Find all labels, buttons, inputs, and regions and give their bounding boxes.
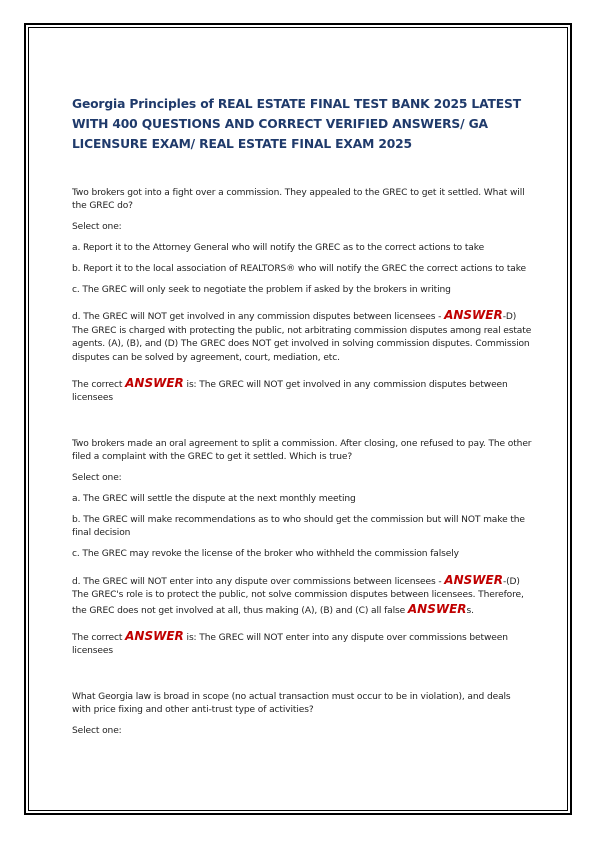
question-text: What Georgia law is broad in scope (no actual transaction must occur to be in violation), and deals with price fixing and other anti-trust type of activities? bbox=[72, 691, 511, 716]
option-d-lead: d. The GREC will NOT enter into any dispute over commissions between licensees - bbox=[72, 576, 445, 587]
question-block-3 bbox=[72, 691, 532, 739]
option-d-explanation bbox=[72, 309, 532, 365]
option-b: b. Report it to the local association of REALTORS® who will notify the GREC the correct actions to take bbox=[72, 264, 527, 275]
select-one-label: Select one: bbox=[72, 726, 122, 737]
correct-rest: is: The GREC will NOT enter into any dispute over commissions between licensees bbox=[72, 632, 508, 657]
answer-keyword: ANSWER bbox=[125, 376, 184, 391]
option-d-rest: -(D) The GREC's role is to protect the public, not solve commission disputes between licensees. Therefore, the GREC does not get involved at all, thus making (A), (B) and (C) all false bbox=[72, 576, 524, 616]
correct-prefix: The correct bbox=[72, 632, 126, 643]
option-c: c. The GREC will only seek to negotiate the problem if asked by the brokers in writing bbox=[72, 285, 451, 296]
question-block-2 bbox=[72, 438, 532, 659]
question-block-1 bbox=[72, 187, 532, 406]
correct-rest: is: The GREC will NOT get involved in any commission disputes between licensees bbox=[72, 380, 508, 404]
correct-answer bbox=[72, 630, 532, 659]
answer-keyword: ANSWER bbox=[444, 308, 503, 323]
option-d-lead: d. The GREC will NOT get involved in any commission disputes between licensees - bbox=[72, 312, 445, 323]
select-one-label: Select one: bbox=[72, 473, 122, 484]
answer-keyword: ANSWER bbox=[444, 572, 503, 587]
option-c: c. The GREC may revoke the license of the broker who withheld the commission falsely bbox=[72, 549, 459, 560]
option-d-tail: s. bbox=[466, 605, 474, 616]
document-title: Georgia Principles of REAL ESTATE FINAL TEST BANK 2025 LATEST WITH 400 QUESTIONS AND CORRECT VERIFIED ANSWERS/ GA LICENSURE EXAM/ REAL ESTATE FINAL EXAM 2025 bbox=[72, 97, 521, 151]
option-a: a. Report it to the Attorney General who will notify the GREC as to the correct actions to take bbox=[72, 243, 485, 254]
answer-keyword: ANSWER bbox=[407, 601, 467, 616]
document-body bbox=[72, 94, 532, 746]
option-d-explanation bbox=[72, 574, 532, 618]
correct-prefix: The correct bbox=[72, 380, 126, 391]
question-text: Two brokers made an oral agreement to split a commission. After closing, one refused to pay. The other filed a complaint with the GREC to get it settled. Which is true? bbox=[72, 438, 532, 463]
option-b: b. The GREC will make recommendations as to who should get the commission but will NOT make the final decision bbox=[72, 515, 525, 539]
option-a: a. The GREC will settle the dispute at the next monthly meeting bbox=[72, 494, 356, 505]
question-text: Two brokers got into a fight over a commission. They appealed to the GREC to get it settled. What will the GREC do? bbox=[72, 188, 525, 212]
correct-answer bbox=[72, 377, 532, 406]
option-d-rest: -D) The GREC is charged with protecting the public, not arbitrating commission disputes among real estate agents. (A), (B), and (D) The GREC does NOT get involved in solving commission disputes. Commission disputes can be solved by agreement, court, mediation, etc. bbox=[72, 312, 532, 363]
select-one-label: Select one: bbox=[72, 222, 122, 233]
answer-keyword: ANSWER bbox=[125, 628, 184, 643]
